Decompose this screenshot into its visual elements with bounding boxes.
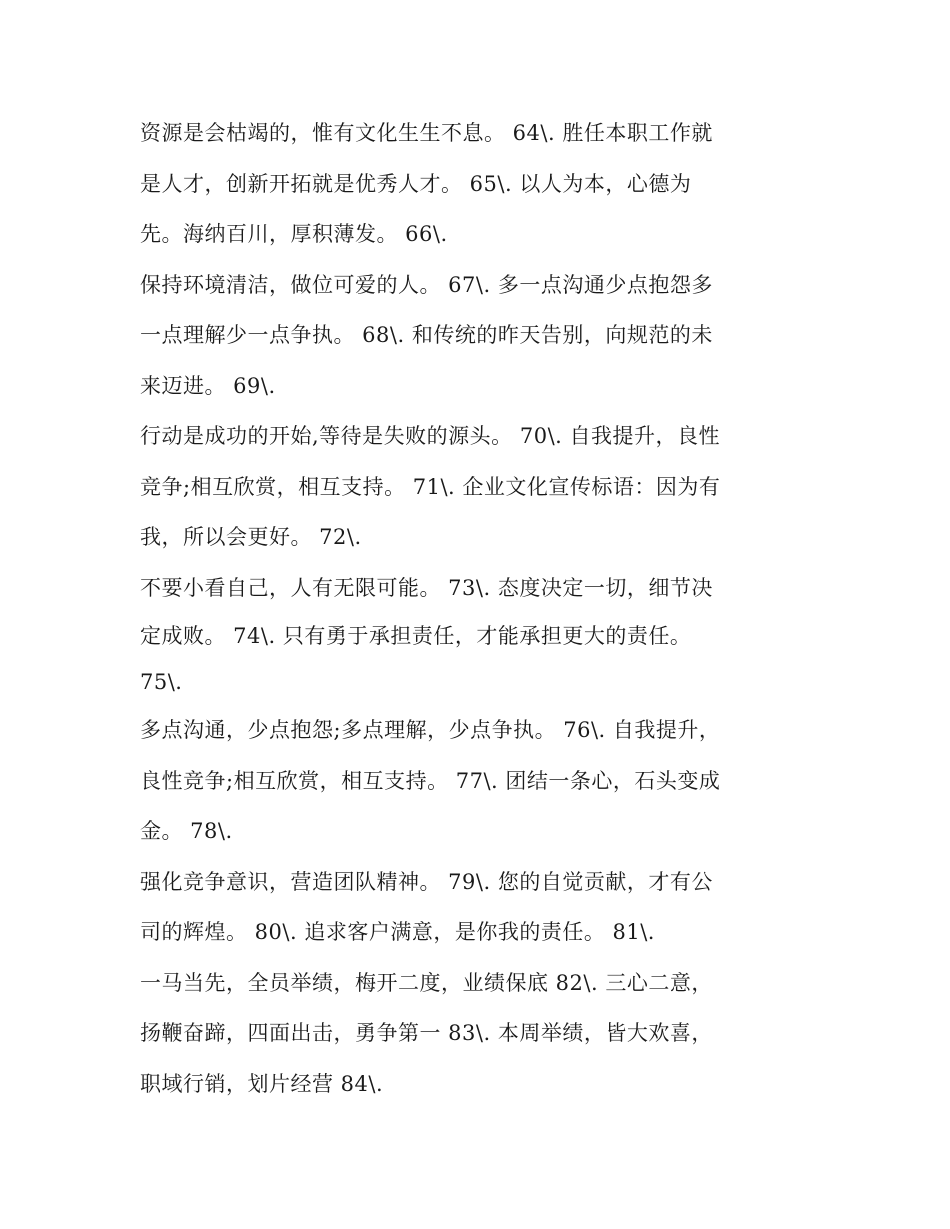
text-line: 多点沟通，少点抱怨;多点理解，少点争执。 76\. 自我提升， — [140, 718, 721, 742]
text-line: 75\. — [140, 670, 183, 694]
text-line: 职域行销，划片经营 84\. — [140, 1071, 384, 1096]
text-line: 不要小看自己，人有无限可能。 73\. 态度决定一切，细节决 — [140, 575, 713, 600]
text-line: 行动是成功的开始,等待是失败的源头。 70\. 自我提升，良性 — [140, 424, 720, 448]
text-line: 保持环境清洁，做位可爱的人。 67\. 多一点沟通少点抱怨多 — [140, 272, 713, 297]
text-line: 司的辉煌。 80\. 追求客户满意，是你我的责任。 81\. — [140, 920, 655, 944]
text-line: 金。 78\. — [140, 819, 233, 843]
text-line: 扬鞭奋蹄，四面出击，勇争第一 83\. 本周举绩，皆大欢喜， — [140, 1021, 713, 1045]
text-line: 资源是会枯竭的，惟有文化生生不息。 64\. 胜任本职工作就 — [140, 121, 713, 145]
text-line: 一马当先，全员举绩，梅开二度，业绩保底 82\. 三心二意， — [140, 970, 713, 995]
text-line: 良性竞争;相互欣赏，相互支持。 77\. 团结一条心，石头变成 — [140, 768, 721, 793]
text-line: 竞争;相互欣赏，相互支持。 71\. 企业文化宣传标语：因为有 — [140, 474, 721, 499]
text-line: 强化竞争意识，营造团队精神。 79\. 您的自觉贡献，才有公 — [140, 869, 713, 894]
text-line: 是人才，创新开拓就是优秀人才。 65\. 以人为本，心德为 — [140, 171, 692, 196]
text-line: 先。海纳百川，厚积薄发。 66\. — [140, 222, 448, 246]
text-line: 一点理解少一点争执。 68\. 和传统的昨天告别，向规范的未 — [140, 323, 713, 347]
text-line: 我，所以会更好。 72\. — [140, 525, 362, 549]
document-body — [140, 108, 820, 1109]
text-line: 定成败。 74\. 只有勇于承担责任，才能承担更大的责任。 — [140, 624, 692, 648]
text-line: 来迈进。 69\. — [140, 373, 276, 398]
